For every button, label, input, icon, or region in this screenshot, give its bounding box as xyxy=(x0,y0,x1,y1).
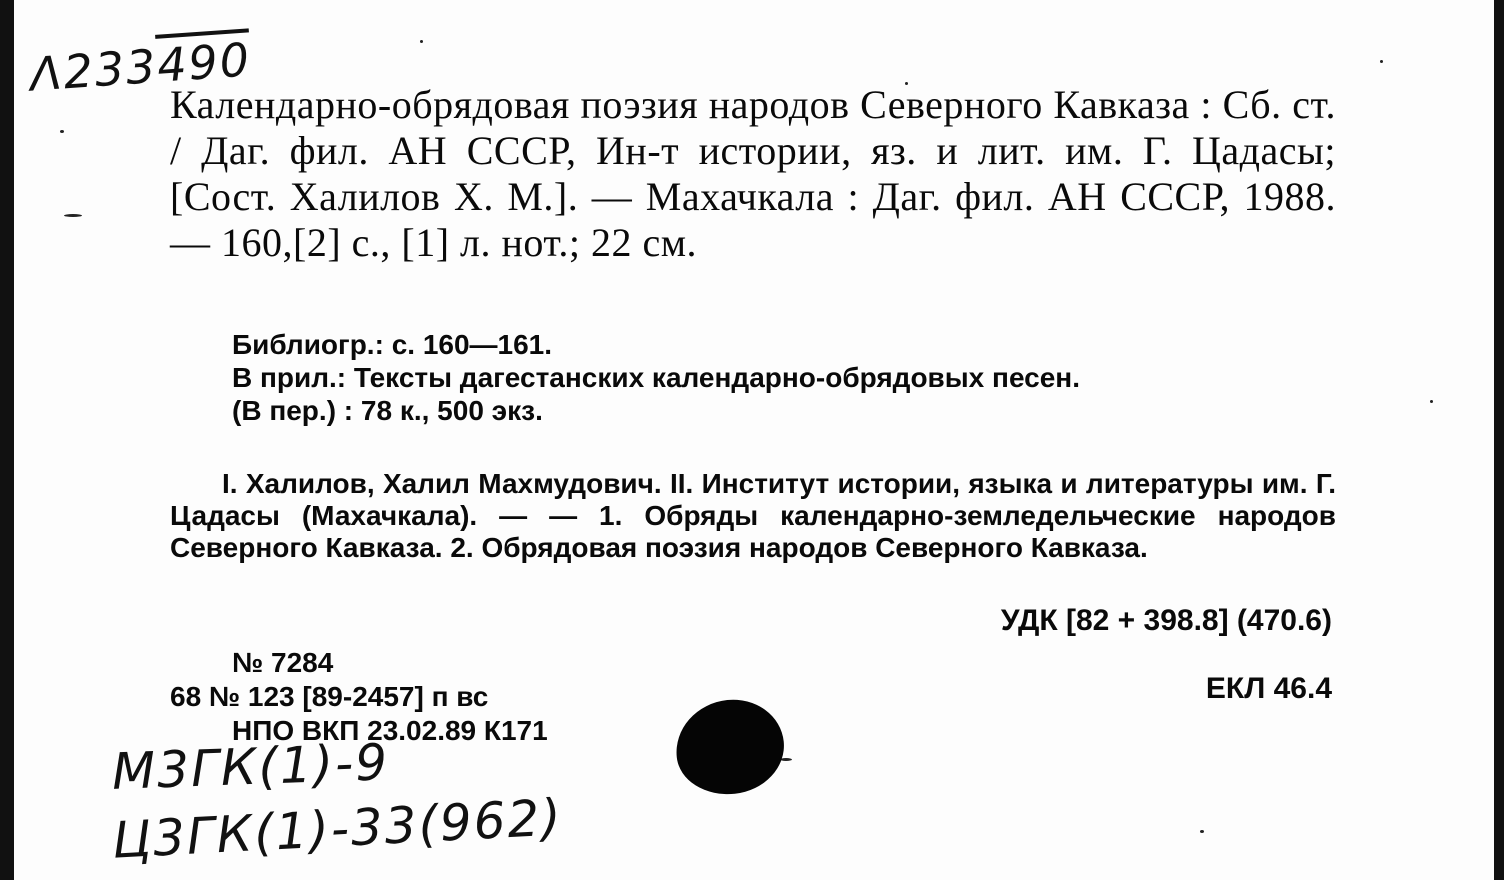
bibliographic-description xyxy=(170,82,1336,266)
speck xyxy=(60,130,64,133)
speck xyxy=(420,40,423,43)
handwritten-shelf-code: М3ГК(1)-9 xyxy=(111,733,390,801)
speck xyxy=(1380,60,1383,63)
registration-number: № 7284 xyxy=(232,647,334,678)
udk-code: УДК [82 + 398.8] (470.6) xyxy=(1000,604,1332,637)
tracings: I. Халилов, Халил Махмудович. II. Институт истории, языка и литературы им. Г. Цадасы (Махачкала). — — 1. Обряды календарно-земледельческие народов Северного Кавказа. 2. Обрядовая поэзия народов Северного Кавказа. xyxy=(170,468,1336,563)
card-right-edge xyxy=(1494,0,1504,880)
speck xyxy=(64,214,82,217)
note-bibliography: Библиогр.: с. 160—161. xyxy=(232,329,553,360)
ekl-code: ЕКЛ 46.4 xyxy=(1205,672,1332,705)
note-appendix: В прил.: Тексты дагестанских календарно-обрядовых песен. xyxy=(232,362,1080,393)
registration-line: НПО ВКП 23.02.89 К171 xyxy=(232,715,548,746)
notes xyxy=(232,328,1232,427)
punch-hole xyxy=(671,695,788,800)
speck xyxy=(1430,400,1433,403)
description-text: Календарно-обрядовая поэзия народов Северного Кавказа : Сб. ст. / Даг. фил. АН СССР, Ин-т истории, яз. и лит. им. Г. Цадасы; [Сост. Халилов Х. М.]. — Махачкала : Даг. фил. АН СССР, 1988. — 160,[2] с., [1] л. нот.; 22 см. xyxy=(170,82,1336,265)
note-price: (В пер.) : 78 к., 500 экз. xyxy=(232,395,543,426)
registration-line: 68 № 123 [89-2457] п вс xyxy=(170,681,489,712)
registration-block xyxy=(170,646,548,748)
speck xyxy=(1200,830,1204,833)
index-over: 490 xyxy=(155,32,253,93)
index-prefix: Λ233 xyxy=(28,38,160,102)
handwritten-shelf-code: Ц3ГК(1)-33(962) xyxy=(110,788,565,870)
card-left-edge xyxy=(0,0,14,880)
